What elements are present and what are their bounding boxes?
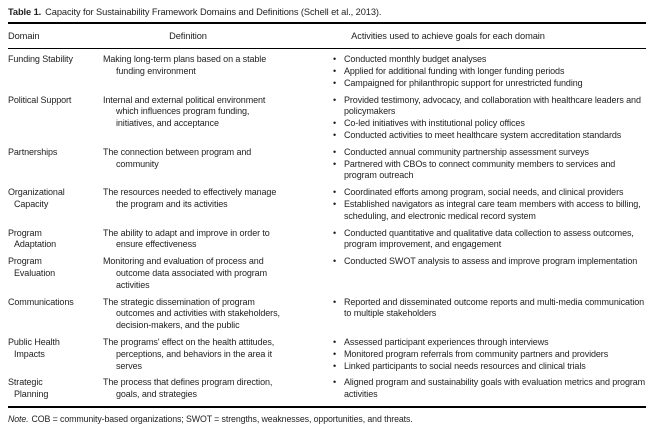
activity-item bbox=[330, 54, 646, 66]
table-row bbox=[8, 377, 646, 401]
domain-cell: Program Evaluation bbox=[8, 256, 56, 279]
bullet-icon: • bbox=[333, 146, 337, 157]
table-row bbox=[8, 297, 646, 332]
activity-item bbox=[330, 228, 646, 252]
activities-cell bbox=[330, 228, 646, 252]
activity-item bbox=[330, 66, 646, 78]
activity-text: Conducted quantitative and qualitative data collection to assess outcomes, program improvement, and engagement bbox=[344, 227, 634, 250]
activity-item bbox=[330, 361, 646, 373]
definition-cell: Internal and external political environment which influences program funding, initiatives, and acceptance bbox=[103, 94, 266, 129]
activity-text: Conducted monthly budget analyses bbox=[344, 54, 487, 65]
column-header-definition: Definition bbox=[169, 30, 207, 41]
bullet-icon: • bbox=[333, 296, 337, 307]
activity-item bbox=[330, 199, 646, 223]
activity-text: Conducted activities to meet healthcare system accreditation standards bbox=[344, 130, 622, 141]
bullet-icon: • bbox=[333, 94, 337, 105]
bullet-icon: • bbox=[333, 256, 337, 267]
activity-text: Co-led initiatives with institutional policy offices bbox=[344, 118, 525, 129]
bullet-icon: • bbox=[333, 66, 337, 77]
definition-cell: The strategic dissemination of program outcomes and activities with stakeholders, decision-makers, and the public bbox=[103, 296, 280, 331]
bullet-icon: • bbox=[333, 360, 337, 371]
activity-text: Monitored program referrals from community partners and providers bbox=[344, 348, 609, 359]
domain-cell: Funding Stability bbox=[8, 54, 73, 65]
table-row bbox=[8, 337, 646, 372]
table-row bbox=[8, 256, 646, 291]
definition-cell: Making long-term plans based on a stable funding environment bbox=[103, 54, 267, 77]
activities-cell bbox=[330, 256, 646, 268]
table-title bbox=[8, 6, 646, 19]
table-row bbox=[8, 228, 646, 252]
bullet-icon: • bbox=[333, 54, 337, 65]
activities-cell bbox=[330, 187, 646, 222]
activity-text: Applied for additional funding with longer funding periods bbox=[344, 66, 565, 77]
activity-item bbox=[330, 377, 646, 401]
bullet-icon: • bbox=[333, 130, 337, 141]
activity-text: Aligned program and sustainability goals with evaluation metrics and program activities bbox=[344, 377, 646, 400]
definition-cell: The ability to adapt and improve in order to ensure effectiveness bbox=[103, 227, 270, 250]
table-body bbox=[8, 49, 646, 401]
activity-item bbox=[330, 159, 646, 183]
activities-cell bbox=[330, 377, 646, 401]
bullet-icon: • bbox=[333, 158, 337, 169]
activity-item bbox=[330, 297, 646, 321]
column-header-activities: Activities used to achieve goals for each domain bbox=[351, 30, 545, 41]
activity-text: Conducted annual community partnership assessment surveys bbox=[344, 146, 589, 157]
activities-cell bbox=[330, 337, 646, 372]
definition-cell: The process that defines program direction, goals, and strategies bbox=[103, 377, 273, 400]
table-row bbox=[8, 95, 646, 142]
activity-item bbox=[330, 118, 646, 130]
bullet-icon: • bbox=[333, 77, 337, 88]
activity-text: Reported and disseminated outcome reports and multi-media communication to multiple stakeholders bbox=[344, 296, 645, 319]
column-header-domain: Domain bbox=[8, 30, 40, 41]
bullet-icon: • bbox=[333, 199, 337, 210]
bullet-icon: • bbox=[333, 348, 337, 359]
definition-cell: The programs' effect on the health attitudes, perceptions, and behaviors in the area it serves bbox=[103, 337, 275, 371]
activities-cell bbox=[330, 147, 646, 182]
activities-cell bbox=[330, 54, 646, 89]
activity-item bbox=[330, 256, 646, 268]
definition-cell: Monitoring and evaluation of process and outcome data associated with program activities bbox=[103, 256, 267, 290]
activity-item bbox=[330, 78, 646, 90]
domain-cell: Partnerships bbox=[8, 146, 58, 157]
table-row bbox=[8, 147, 646, 182]
table-row bbox=[8, 187, 646, 222]
bullet-icon: • bbox=[333, 377, 337, 388]
table-note bbox=[8, 408, 646, 425]
bullet-icon: • bbox=[333, 187, 337, 198]
activities-cell bbox=[330, 95, 646, 142]
domain-cell: Communications bbox=[8, 296, 74, 307]
activity-text: Linked participants to social needs resources and clinical trials bbox=[344, 360, 586, 371]
domain-cell: Organizational Capacity bbox=[8, 187, 65, 210]
activity-text: Established navigators as integral care team members with access to billing, scheduling, and electronic medical record system bbox=[344, 199, 641, 221]
activity-text: Partnered with CBOs to connect community members to services and program outreach bbox=[344, 158, 616, 181]
bullet-icon: • bbox=[333, 118, 337, 129]
note-text: COB = community-based organizations; SWOT = strengths, weaknesses, opportunities, and threats. bbox=[31, 413, 413, 424]
activity-text: Campaigned for philanthropic support for unrestricted funding bbox=[344, 77, 583, 88]
table-row bbox=[8, 54, 646, 89]
activity-item bbox=[330, 349, 646, 361]
domain-cell: Strategic Planning bbox=[8, 377, 49, 400]
activity-item bbox=[330, 147, 646, 159]
table-number-label: Table 1. bbox=[8, 7, 42, 17]
note-label: Note. bbox=[8, 413, 29, 424]
bullet-icon: • bbox=[333, 337, 337, 348]
activity-item bbox=[330, 187, 646, 199]
activity-text: Coordinated efforts among program, social needs, and clinical providers bbox=[344, 187, 624, 198]
activity-text: Conducted SWOT analysis to assess and improve program implementation bbox=[344, 256, 638, 267]
table-caption: Capacity for Sustainability Framework Domains and Definitions (Schell et al., 2013). bbox=[45, 7, 382, 17]
bullet-icon: • bbox=[333, 227, 337, 238]
activity-text: Assessed participant experiences through interviews bbox=[344, 337, 549, 348]
table-header-row bbox=[8, 24, 646, 49]
definition-cell: The resources needed to effectively manage the program and its activities bbox=[103, 187, 277, 210]
activity-item bbox=[330, 337, 646, 349]
domain-cell: Political Support bbox=[8, 94, 72, 105]
domain-cell: Program Adaptation bbox=[8, 227, 57, 250]
domain-cell: Public Health Impacts bbox=[8, 337, 60, 359]
activity-text: Provided testimony, advocacy, and collaboration with healthcare leaders and policymakers bbox=[344, 94, 641, 117]
definition-cell: The connection between program and community bbox=[103, 146, 252, 169]
activities-cell bbox=[330, 297, 646, 321]
activity-item bbox=[330, 95, 646, 119]
activity-item bbox=[330, 130, 646, 142]
